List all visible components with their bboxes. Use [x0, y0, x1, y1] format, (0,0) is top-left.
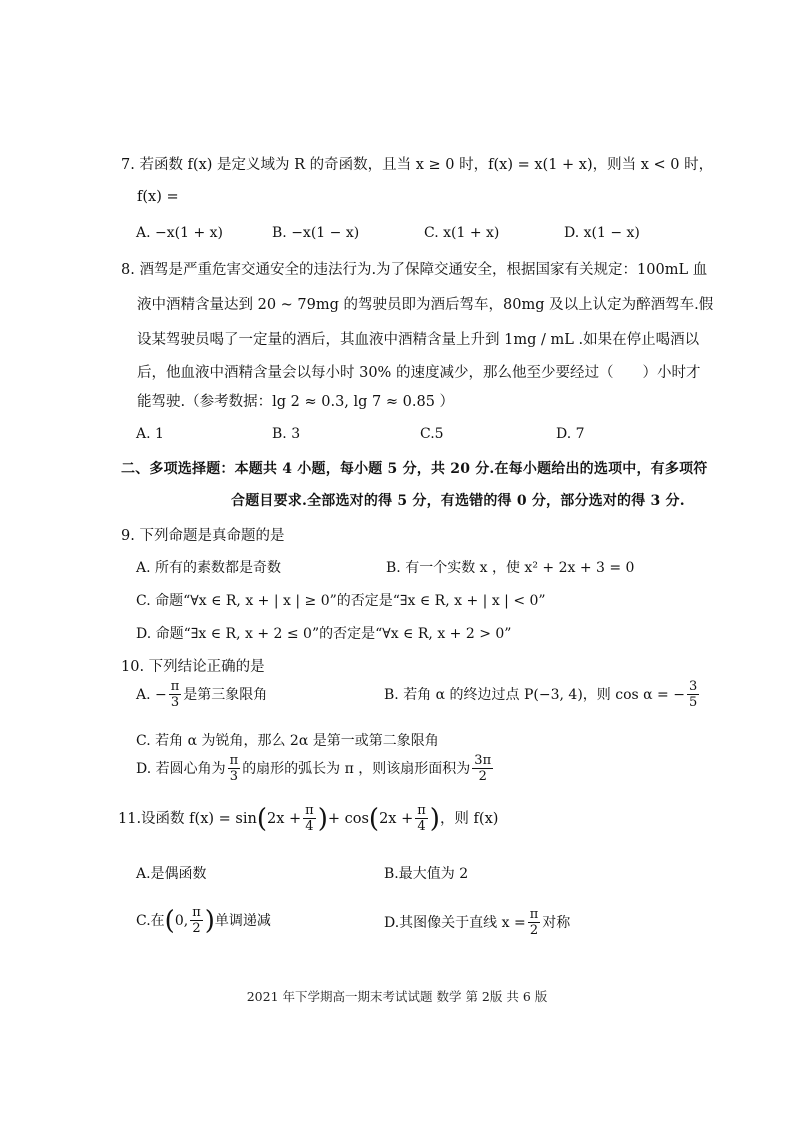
q11-option-c-prefix: C.在 [136, 912, 165, 929]
q10-option-d-den-1: 3 [229, 769, 239, 784]
q7-option-d: D. x(1 − x) [564, 225, 640, 241]
q11-fraction-1 [303, 804, 316, 833]
q10-option-b-num: 3 [688, 679, 698, 694]
q11-option-c-fraction [190, 906, 203, 935]
q11-paren-close-2: ) [429, 803, 440, 834]
q10-option-b-text: B. 若角 α 的终边过点 P(−3, 4)，则 cos α = − [384, 686, 685, 703]
page-footer: 2021 年下学期高一期末考试试题 数学 第 2版 共 6 版 [246, 989, 548, 1004]
q11-option-c-num: π [192, 905, 201, 920]
q9-stem: 9. 下列命题是真命题的是 [121, 528, 285, 544]
q10-option-a-prefix: A. − [136, 686, 167, 703]
q11-paren-open-1: ( [256, 803, 267, 834]
section2-heading-line2: 合题目要求.全部选对的得 5 分，有选错的得 0 分，部分选对的得 3 分. [231, 493, 685, 509]
q10-option-b-den: 5 [688, 695, 698, 710]
q10-option-a-den: 3 [170, 695, 180, 710]
q10-option-a [136, 680, 267, 709]
q10-option-d-fraction-2 [472, 754, 493, 783]
q11-stem-c: + cos [327, 810, 369, 827]
q11-option-c-suffix: 单调递减 [214, 912, 271, 929]
q11-paren-close-1: ) [317, 803, 328, 834]
q11-option-d-suffix: 对称 [542, 914, 571, 931]
q11-stem-d: 2x + [379, 810, 414, 827]
q8-option-a: A. 1 [136, 426, 164, 442]
q10-option-d-fraction-1 [228, 754, 241, 783]
q9-option-a: A. 所有的素数都是奇数 [136, 560, 282, 576]
q11-option-d-num: π [529, 907, 539, 922]
q9-option-c: C. 命题“∀x ∈ R, x + | x | ≥ 0”的否定是“∃x ∈ R, x + | x | < 0” [136, 593, 546, 609]
q11-stem-a: 11.设函数 f(x) = sin [118, 810, 257, 827]
q11-paren-open-2: ( [368, 803, 380, 834]
q11-option-c-inner: 0, [174, 912, 189, 929]
q8-line-4: 后，他血液中酒精含量会以每小时 30% 的速度减少，那么他至少要经过（ ）小时才 [137, 365, 701, 381]
q8-line-2: 液中酒精含量达到 20 ~ 79mg 的驾驶员即为酒后驾车，80mg 及以上认定为醉酒驾车.假 [137, 297, 714, 313]
q10-option-c: C. 若角 α 为锐角，那么 2α 是第一或第二象限角 [136, 733, 439, 749]
q10-option-a-num: π [170, 679, 180, 694]
q9-option-d: D. 命题“∃x ∈ R, x + 2 ≤ 0”的否定是“∀x ∈ R, x + 2 > 0” [136, 626, 512, 642]
q10-option-a-suffix: 是第三象限角 [183, 686, 268, 703]
q11-stem [118, 804, 498, 833]
q8-line-1: 8. 酒驾是严重危害交通安全的违法行为.为了保障交通安全，根据国家有关规定：100mL 血 [121, 262, 708, 278]
q7-stem-line1: 7. 若函数 f(x) 是定义域为 R 的奇函数，且当 x ≥ 0 时，f(x) = x(1 + x)，则当 x < 0 时， [121, 157, 714, 173]
q11-option-d-fraction [528, 908, 541, 937]
q11-stem-e: ，则 f(x) [439, 810, 499, 827]
q11-fraction-1-num: π [305, 803, 314, 818]
q10-option-d [136, 754, 495, 783]
q10-option-d-mid: 的扇形的弧长为 π ，则该扇形面积为 [242, 760, 471, 777]
q10-stem: 10. 下列结论正确的是 [121, 659, 265, 675]
q11-option-c-paren-close: ) [204, 905, 215, 936]
q10-option-d-num-1: π [229, 753, 239, 768]
q7-option-b: B. −x(1 − x) [272, 225, 360, 241]
q11-option-c-paren-open: ( [164, 905, 175, 936]
q10-option-b-fraction [687, 680, 699, 709]
q8-option-b: B. 3 [272, 426, 301, 442]
q7-option-c: C. x(1 + x) [424, 225, 500, 241]
q8-option-c: C.5 [420, 426, 444, 442]
q11-option-d-den: 2 [529, 923, 539, 938]
q11-fraction-2-den: 4 [417, 819, 426, 834]
q11-fraction-2 [415, 804, 428, 833]
q11-fraction-2-num: π [417, 803, 426, 818]
q11-option-c [136, 906, 271, 935]
q10-option-a-fraction [169, 680, 182, 709]
q9-option-b: B. 有一个实数 x ，使 x² + 2x + 3 = 0 [386, 560, 635, 576]
q11-option-d [384, 908, 570, 937]
q10-option-d-den-2: 2 [478, 769, 487, 784]
q11-option-d-prefix: D.其图像关于直线 x = [384, 914, 526, 931]
q8-line-5: 能驾驶.（参考数据：lg 2 ≈ 0.3, lg 7 ≈ 0.85 ） [137, 394, 455, 410]
q7-option-a: A. −x(1 + x) [136, 225, 223, 241]
q7-stem-line2: f(x) = [137, 189, 179, 205]
section2-heading-line1: 二、多项选择题：本题共 4 小题，每小题 5 分，共 20 分.在每小题给出的选项中，有多项符 [121, 461, 708, 477]
q8-option-d: D. 7 [556, 426, 585, 442]
q10-option-b [384, 680, 701, 709]
q11-stem-b: 2x + [266, 810, 302, 827]
q11-option-c-den: 2 [192, 921, 201, 936]
q11-option-a: A.是偶函数 [136, 866, 207, 882]
q11-option-b: B.最大值为 2 [384, 866, 469, 882]
q8-line-3: 设某驾驶员喝了一定量的酒后，其血液中酒精含量上升到 1mg / mL .如果在停止喝酒以 [137, 332, 700, 348]
q11-fraction-1-den: 4 [305, 819, 314, 834]
q10-option-d-prefix: D. 若圆心角为 [136, 760, 226, 777]
q10-option-d-num-2: 3π [474, 753, 492, 768]
